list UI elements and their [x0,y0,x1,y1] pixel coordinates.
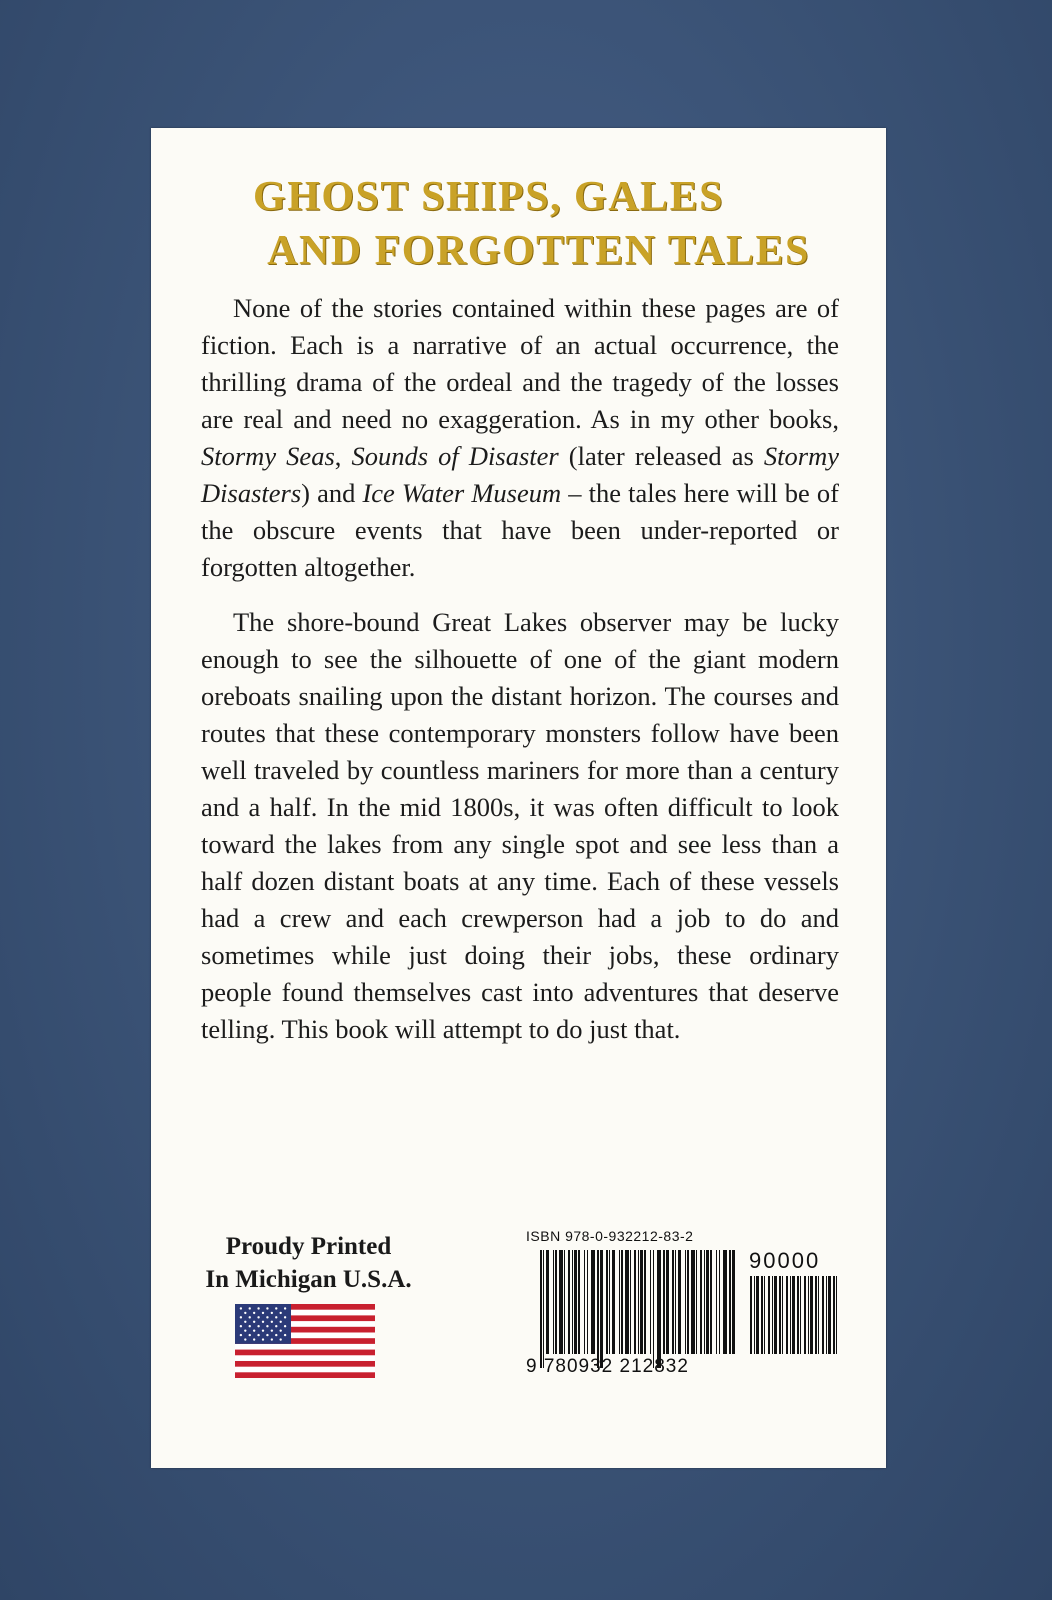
blurb-text: , [334,441,352,471]
blurb-paragraph-2: The shore-bound Great Lakes observer may be lucky enough to see the silhouette of one of the giant modern oreboats snailing upon the distant horizon. The courses and routes that these contemporary monsters follow have been well traveled by countless mariners for more than a century and a half. In the mid 1800s, it was often difficult to look toward the lakes from any single spot and see less than a half dozen distant boats at any time. Each of these vessels had a crew and each crewperson had a job to do and sometimes while just doing their jobs, these ordinary people found themselves cast into adventures that deserve telling. This book will attempt to do just that. [201,607,839,1044]
book-title-line2: AND FORGOTTEN TALES [267,228,810,274]
isbn-barcode [526,1228,846,1377]
book-title-reference: Stormy Disasters [201,441,839,508]
price-code: 90000 [749,1248,821,1273]
printed-line-1: Proudy Printed [225,1233,392,1260]
blurb [201,290,839,1066]
printed-line-2: In Michigan U.S.A. [205,1266,412,1293]
isbn-label: ISBN 978-0-932212-83-2 [526,1228,694,1244]
blurb-text: None of the stories contained within these pages are of fiction. Each is a narrative of an actual occurrence, the thrilling drama of the ordeal and the tragedy of the losses are real and need no exaggeration. As in my other books, [201,293,839,434]
blurb-text: – the tales here will be of the obscure events that have been under-reported or forgotten altogether. [201,478,839,582]
barcode-bars [540,1250,740,1368]
barcode-addon-bars [750,1276,842,1368]
book-title-reference: Ice Water Museum [362,478,562,508]
book-title-reference: Stormy Seas [201,441,335,471]
us-flag-icon [235,1304,375,1378]
blurb-paragraph-1 [201,290,839,586]
blurb-text: (later released as [558,441,764,471]
book-title-reference: Sounds of Disaster [351,441,559,471]
back-cover-panel [151,128,886,1468]
book-title [151,170,886,278]
blurb-text: ) and [301,478,363,508]
book-title-line1: GHOST SHIPS, GALES [253,174,724,220]
printed-in-michigan [186,1230,431,1296]
barcode-digits: 9 780932 212832 [526,1356,689,1377]
